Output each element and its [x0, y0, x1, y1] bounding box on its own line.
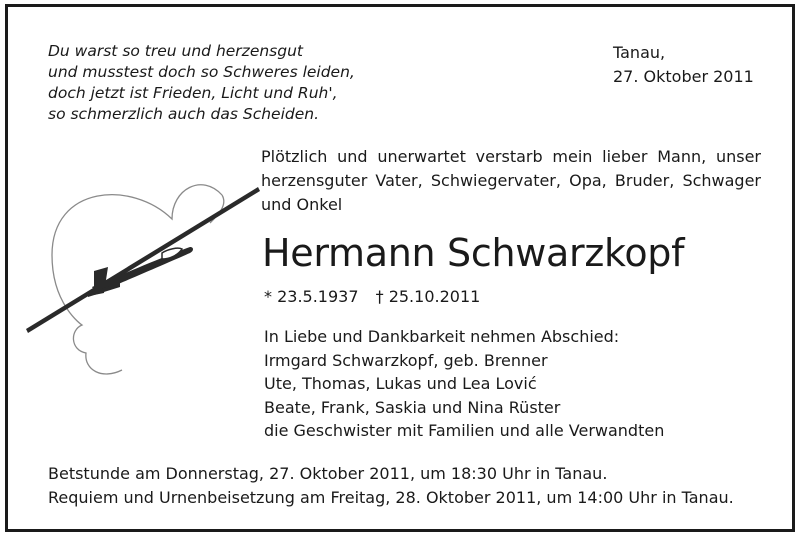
mourners-intro: In Liebe und Dankbarkeit nehmen Abschied:	[264, 327, 620, 346]
mourners-list	[264, 325, 664, 443]
service-line: Betstunde am Donnerstag, 27. Oktober 2011, um 18:30 Uhr in Tanau.	[48, 464, 608, 483]
birth-date: * 23.5.1937	[264, 287, 359, 306]
memorial-poem	[48, 41, 355, 125]
life-dates	[264, 285, 492, 309]
service-info	[48, 462, 734, 510]
poem-line: und musstest doch so Schweres leiden,	[48, 63, 355, 81]
service-line: Requiem und Urnenbeisetzung am Freitag, 28. Oktober 2011, um 14:00 Uhr in Tanau.	[48, 488, 734, 507]
mourner-line: die Geschwister mit Familien und alle Verwandten	[264, 421, 665, 440]
notice-date: 27. Oktober 2011	[613, 67, 754, 86]
death-date: † 25.10.2011	[375, 287, 481, 306]
mourner-line: Ute, Thomas, Lukas und Lea Lović	[264, 374, 537, 393]
glider-heart-icon	[22, 175, 262, 389]
place-and-date	[613, 41, 754, 89]
heart-outline	[52, 185, 222, 374]
poem-line: Du warst so treu und herzensgut	[48, 42, 303, 60]
announcement-text: Plötzlich und unerwartet verstarb mein lieber Mann, unser herzensguter Vater, Schwiegervater, Opa, Bruder, Schwager und Onkel	[261, 147, 761, 214]
deceased-name: Hermann Schwarzkopf	[262, 231, 685, 275]
glider-wing	[26, 187, 260, 333]
obituary-notice	[5, 4, 795, 532]
mourner-line: Beate, Frank, Saskia und Nina Rüster	[264, 397, 561, 417]
poem-line: so schmerzlich auch das Scheiden.	[48, 105, 320, 123]
mourner-line: Irmgard Schwarzkopf, geb. Brenner	[264, 350, 548, 370]
poem-line: doch jetzt ist Frieden, Licht und Ruh',	[48, 84, 338, 102]
place: Tanau,	[613, 43, 666, 62]
